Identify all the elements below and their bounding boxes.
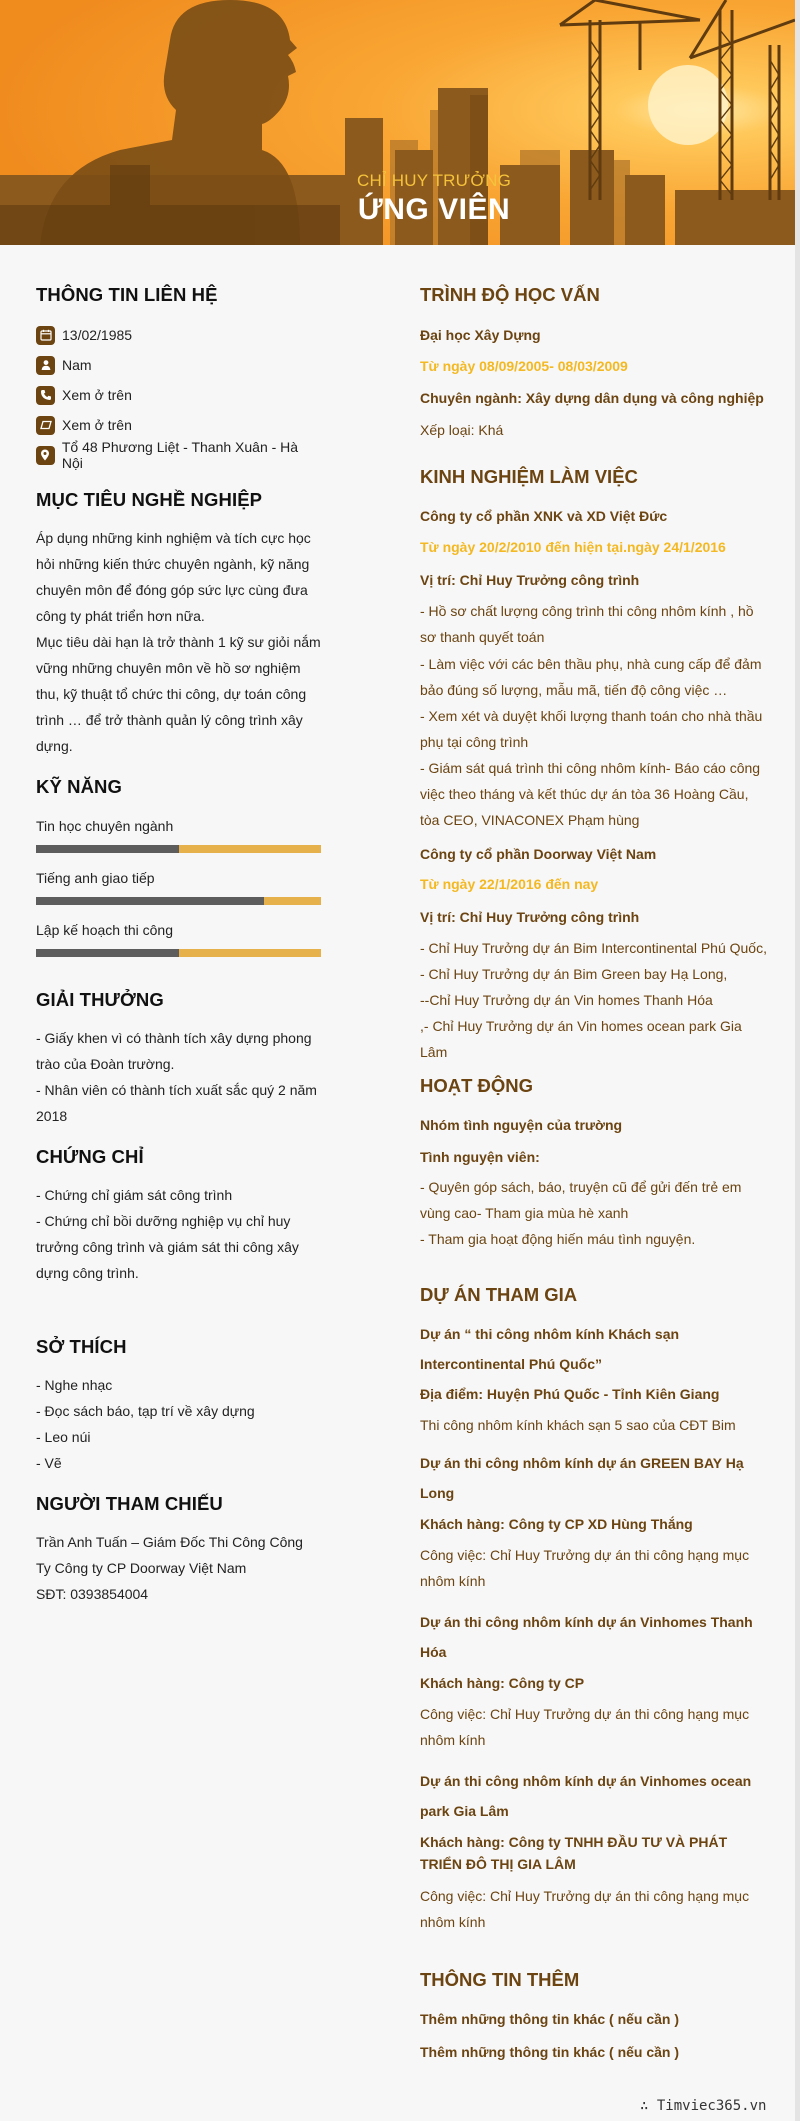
experience-heading: KINH NGHIỆM LÀM VIỆC <box>420 466 638 487</box>
activity-org: Nhóm tình nguyện của trường <box>420 1117 623 1133</box>
projects-heading: DỰ ÁN THAM GIA <box>420 1284 578 1305</box>
contact-row-phone <box>36 383 132 407</box>
project-title: Dự án thi công nhôm kính dự án GREEN BAY Hạ Long <box>420 1455 744 1501</box>
skill-level-fill <box>36 949 179 957</box>
email-text: Xem ở trên <box>62 417 132 433</box>
job-period: Từ ngày 20/2/2010 đến hiện tại.ngày 24/1/2016 <box>420 539 726 555</box>
objective-paragraph-2: Mục tiêu dài hạn là trở thành 1 kỹ sư giỏi nắm vững những chuyên môn về hồ sơ nghiệm thu, kỹ thuật tổ chức thi công, dự toán công trình … để trở thành quản lý công trình xây dựng. <box>36 634 321 754</box>
extra-info-heading: THÔNG TIN THÊM <box>420 1969 580 1990</box>
footer-brand-watermark: ∴ Timviec365.vn <box>640 2098 767 2114</box>
job-detail: - Hồ sơ chất lượng công trình thi công nhôm kính , hồ sơ thanh quyết toán <box>420 603 754 645</box>
project-description: Công việc: Chỉ Huy Trưởng dự án thi công hạng mục nhôm kính <box>420 1888 750 1930</box>
hobby-item: - Đọc sách báo, tạp trí về xây dựng <box>36 1403 255 1419</box>
education-period: Từ ngày 08/09/2005- 08/03/2009 <box>420 358 628 374</box>
hobby-item: - Nghe nhạc <box>36 1377 113 1393</box>
contact-row-birthday <box>36 323 132 347</box>
project-client: Khách hàng: Công ty CP XD Hùng Thắng <box>420 1516 693 1532</box>
phone-icon <box>36 386 55 405</box>
skill-bar <box>36 949 321 957</box>
certificates-section <box>36 1145 321 1286</box>
extra-info-item: Thêm những thông tin khác ( nếu cần ) <box>420 2044 680 2060</box>
certificate-item: - Chứng chỉ giám sát công trình <box>36 1187 233 1203</box>
skill-level-fill <box>36 897 264 905</box>
project-client: Khách hàng: Công ty CP <box>420 1675 585 1691</box>
hobbies-heading: SỞ THÍCH <box>36 1336 127 1357</box>
objective-section <box>36 488 321 759</box>
skills-heading: KỸ NĂNG <box>36 776 123 797</box>
job-period: Từ ngày 22/1/2016 đến nay <box>420 876 599 892</box>
certificate-item: - Chứng chỉ bồi dưỡng nghiệp vụ chỉ huy trưởng công trình và giám sát thi công xây dựng công trình. <box>36 1213 299 1281</box>
project-location: Địa điểm: Huyện Phú Quốc - Tỉnh Kiên Giang <box>420 1386 720 1402</box>
contact-section <box>36 283 321 471</box>
job-company: Công ty cổ phần Doorway Việt Nam <box>420 846 657 862</box>
header-subtitle: CHỈ HUY TRƯỞNG <box>356 171 512 190</box>
references-heading: NGƯỜI THAM CHIẾU <box>36 1493 223 1514</box>
project-description: Thi công nhôm kính khách sạn 5 sao của CĐT Bim <box>420 1417 736 1433</box>
skill-name: Tin học chuyên ngành <box>36 818 174 834</box>
job-company: Công ty cổ phần XNK và XD Việt Đức <box>420 508 668 524</box>
job-position: Vị trí: Chỉ Huy Trưởng công trình <box>420 909 640 925</box>
skill-item <box>36 868 321 888</box>
header-title: ỨNG VIÊN <box>357 193 511 226</box>
skill-name: Lập kế hoạch thi công <box>36 922 173 938</box>
education-grade: Xếp loại: Khá <box>420 422 504 438</box>
extra-info-item: Thêm những thông tin khác ( nếu cần ) <box>420 2011 680 2027</box>
email-icon <box>36 416 55 435</box>
reference-phone: SĐT: 0393854004 <box>36 1586 149 1602</box>
project-title: Dự án thi công nhôm kính dự án Vinhomes Thanh Hóa <box>420 1614 753 1660</box>
skill-name: Tiếng anh giao tiếp <box>36 870 155 886</box>
job-detail: - Làm việc với các bên thầu phụ, nhà cung cấp để đảm bảo đúng số lượng, mẫu mã, tiến độ công việc … <box>420 656 762 698</box>
hobby-item: - Vẽ <box>36 1455 62 1471</box>
skill-item <box>36 920 321 940</box>
skills-section <box>36 775 321 938</box>
activities-heading: HOẠT ĐỘNG <box>420 1075 534 1096</box>
activity-detail: - Tham gia hoạt động hiến máu tình nguyện. <box>420 1231 696 1247</box>
contact-row-email <box>36 413 132 437</box>
education-heading: TRÌNH ĐỘ HỌC VẤN <box>420 284 600 305</box>
job-position: Vị trí: Chỉ Huy Trưởng công trình <box>420 572 640 588</box>
education-school: Đại học Xây Dựng <box>420 327 541 343</box>
contact-heading: THÔNG TIN LIÊN HỆ <box>36 284 218 305</box>
education-major: Chuyên ngành: Xây dựng dân dụng và công nghiệp <box>420 390 764 406</box>
job-detail: - Chỉ Huy Trưởng dự án Bim Green bay Hạ Long, <box>420 966 728 982</box>
job-detail: ,- Chỉ Huy Trưởng dự án Vin homes ocean park Gia Lâm <box>420 1018 742 1060</box>
project-description: Công việc: Chỉ Huy Trưởng dự án thi công hạng mục nhôm kính <box>420 1547 750 1589</box>
header-banner <box>0 0 795 245</box>
skill-bar <box>36 897 321 905</box>
birthday-text: 13/02/1985 <box>62 327 133 343</box>
address-text: Tổ 48 Phương Liệt - Thanh Xuân - Hà Nội <box>61 439 299 471</box>
location-pin-icon <box>36 446 55 465</box>
skill-level-fill <box>36 845 179 853</box>
objective-heading: MỤC TIÊU NGHỀ NGHIỆP <box>36 489 263 510</box>
award-item: - Giấy khen vì có thành tích xây dựng phong trào của Đoàn trường. <box>36 1030 312 1072</box>
gender-text: Nam <box>62 357 92 373</box>
awards-section <box>36 988 321 1129</box>
job-detail: - Chỉ Huy Trưởng dự án Bim Intercontinental Phú Quốc, <box>420 940 767 956</box>
job-detail: - Xem xét và duyệt khối lượng thanh toán cho nhà thầu phụ tại công trình <box>420 708 763 750</box>
phone-text: Xem ở trên <box>62 387 132 403</box>
references-section <box>36 1492 321 1607</box>
project-title: Dự án “ thi công nhôm kính Khách sạn Intercontinental Phú Quốc” <box>420 1326 680 1372</box>
project-description: Công việc: Chỉ Huy Trưởng dự án thi công hạng mục nhôm kính <box>420 1706 750 1748</box>
project-client: Khách hàng: Công ty TNHH ĐẦU TƯ VÀ PHÁT TRIỂN ĐÔ THỊ GIA LÂM <box>420 1834 728 1872</box>
skill-item <box>36 816 321 836</box>
reference-text: Trần Anh Tuấn – Giám Đốc Thi Công Công Ty Công ty CP Doorway Việt Nam <box>36 1534 303 1576</box>
contact-row-gender <box>36 353 92 377</box>
job-detail: - Giám sát quá trình thi công nhôm kính- Báo cáo công việc theo tháng và kết thúc dự án tòa 36 Hoàng Cầu, tòa CEO, VINACONEX Phạm hùng <box>420 760 761 828</box>
awards-heading: GIẢI THƯỞNG <box>36 989 164 1010</box>
hobby-item: - Leo núi <box>36 1429 91 1445</box>
award-item: - Nhân viên có thành tích xuất sắc quý 2 năm 2018 <box>36 1082 317 1124</box>
person-icon <box>36 356 55 375</box>
hobbies-section <box>36 1335 321 1476</box>
contact-row-address <box>36 439 321 471</box>
skill-bar <box>36 845 321 853</box>
calendar-icon <box>36 326 55 345</box>
project-title: Dự án thi công nhôm kính dự án Vinhomes ocean park Gia Lâm <box>420 1773 752 1819</box>
objective-paragraph-1: Áp dụng những kinh nghiệm và tích cực học hỏi những kiến thức chuyên ngành, kỹ năng chuyên môn để đóng góp sức lực cùng đưa công ty phát triển hơn nữa. <box>36 530 311 624</box>
job-detail: --Chỉ Huy Trưởng dự án Vin homes Thanh Hóa <box>420 992 713 1008</box>
activity-role: Tình nguyện viên: <box>420 1149 540 1165</box>
certificates-heading: CHỨNG CHỈ <box>36 1146 144 1167</box>
activity-detail: - Quyên góp sách, báo, truyện cũ để gửi đến trẻ em vùng cao- Tham gia mùa hè xanh <box>420 1179 742 1221</box>
